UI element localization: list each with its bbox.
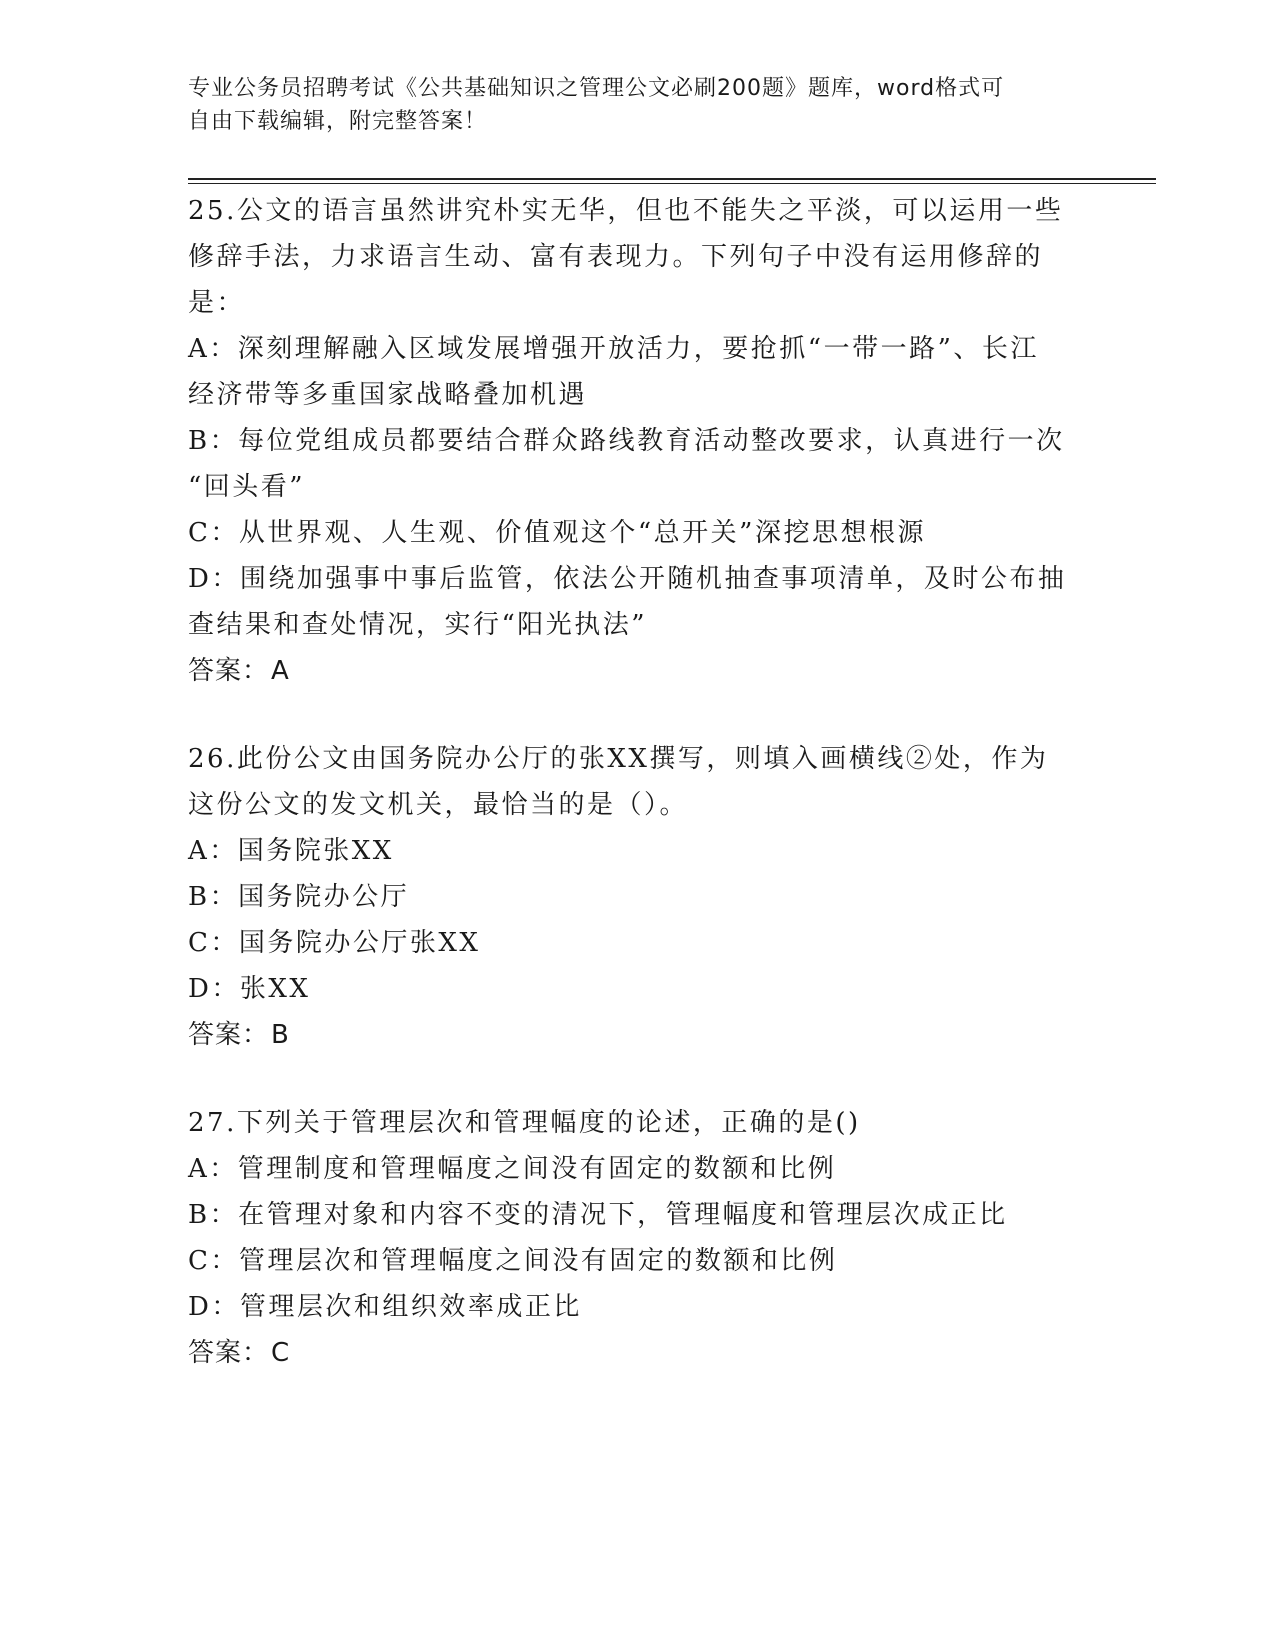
option-a-line: A：国务院张XX [188,836,394,866]
header-line-1: 专业公务员招聘考试《公共基础知识之管理公文必刷200题》题库，word格式可 [188,76,1005,101]
answer-label: 答案： [188,1020,270,1050]
answer-value: B [271,1020,290,1050]
question-stem-line: 26.此份公文由国务院办公厅的张XX撰写，则填入画横线②处，作为 [188,744,1049,774]
document-header [188,72,1078,138]
option-c-line: C：从世界观、人生观、价值观这个“总开关”深挖思想根源 [188,518,926,548]
question-25 [188,188,1078,694]
option-b-line: B：每位党组成员都要结合群众路线教育活动整改要求，认真进行一次 [188,426,1065,456]
question-stem-line: 修辞手法，力求语言生动、富有表现力。下列句子中没有运用修辞的 [188,242,1044,272]
question-stem-line: 27.下列关于管理层次和管理幅度的论述，正确的是() [188,1108,861,1138]
option-d-line: D：张XX [188,974,311,1004]
option-b-line: “回头看” [188,472,306,502]
option-c-line: C：国务院办公厅张XX [188,928,481,958]
option-c-line: C：管理层次和管理幅度之间没有固定的数额和比例 [188,1246,838,1276]
answer-line [188,1012,1078,1058]
option-d-line: 查结果和查处情况，实行“阳光执法” [188,610,648,640]
answer-line [188,648,1078,694]
answer-value: A [271,656,290,686]
header-divider [188,178,1156,184]
question-stem-line: 这份公文的发文机关，最恰当的是（）。 [188,790,689,820]
option-d-line: D：围绕加强事中事后监管，依法公开随机抽查事项清单，及时公布抽 [188,564,1067,594]
option-a-line: A：管理制度和管理幅度之间没有固定的数额和比例 [188,1154,837,1184]
answer-line [188,1330,1078,1376]
question-stem-line: 25.公文的语言虽然讲究朴实无华，但也不能失之平淡，可以运用一些 [188,196,1064,226]
option-b-line: B：国务院办公厅 [188,882,410,912]
answer-value: C [271,1338,291,1368]
question-27 [188,1100,1078,1376]
question-stem-line: 是： [188,288,246,318]
option-a-line: 经济带等多重国家战略叠加机遇 [188,380,588,410]
question-26 [188,736,1078,1058]
option-b-line: B：在管理对象和内容不变的清况下，管理幅度和管理层次成正比 [188,1200,1008,1230]
question-list [188,188,1078,1418]
option-a-line: A：深刻理解融入区域发展增强开放活力，要抢抓“一带一路”、长江 [188,334,1039,364]
header-line-2: 自由下载编辑，附完整答案！ [188,109,488,134]
answer-label: 答案： [188,656,270,686]
answer-label: 答案： [188,1338,270,1368]
option-d-line: D：管理层次和组织效率成正比 [188,1292,582,1322]
